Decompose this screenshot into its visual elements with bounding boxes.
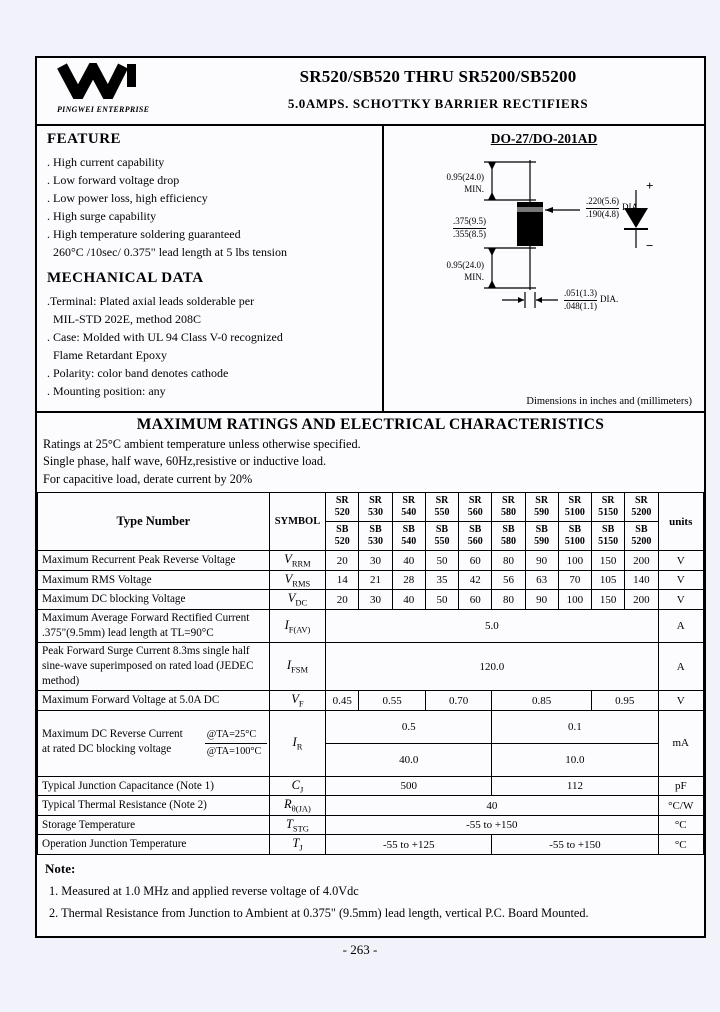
value-cell: 500 — [326, 776, 492, 796]
value-cell: -55 to +150 — [326, 815, 658, 835]
row-label: Maximum Recurrent Peak Reverse Voltage — [38, 551, 270, 571]
brand-name: PINGWEI ENTERPRISE — [57, 105, 150, 114]
condition-line: Single phase, half wave, 60Hz,resistive or inductive load. — [43, 454, 327, 469]
value-cell: 0.85 — [492, 691, 592, 711]
mechanical-heading: MECHANICAL DATA — [47, 270, 204, 286]
brand-logo — [37, 58, 227, 124]
symbol-cell: $R_{\theta(JA)}$ — [269, 796, 325, 816]
unit-cell: pF — [658, 776, 704, 796]
mechanical-item: .Terminal: Plated axial leads solderable per — [47, 294, 255, 308]
unit-cell: V — [658, 590, 704, 610]
value-cell: 0.45 — [326, 691, 359, 711]
title-block — [227, 58, 704, 124]
symbol-cell: $V_{DC}$ — [269, 590, 325, 610]
row-tj — [38, 835, 704, 855]
mechanical-item: . Mounting position: any — [47, 384, 166, 398]
value-cell: 140 — [625, 570, 658, 590]
value-cell: 40.0 — [326, 743, 492, 776]
col-header-part: SR 560 SB 560 — [459, 493, 492, 551]
value-cell: -55 to +125 — [326, 835, 492, 855]
value-cell: 0.5 — [326, 710, 492, 743]
symbol-cell: $I_R$ — [269, 710, 325, 776]
feature-list — [47, 153, 374, 261]
col-header-part: SR 590 SB 590 — [525, 493, 558, 551]
ratings-conditions — [37, 435, 704, 492]
value-cell: 50 — [425, 551, 458, 571]
mechanical-item: . Case: Molded with UL 94 Class V-0 recognized — [47, 330, 283, 344]
row-ir-25c — [38, 710, 704, 743]
value-cell: 200 — [625, 590, 658, 610]
symbol-cell: $V_{RRM}$ — [269, 551, 325, 571]
col-header-part: SR 540 SB 540 — [392, 493, 425, 551]
value-cell: 90 — [525, 590, 558, 610]
row-label: Typical Junction Capacitance (Note 1) — [38, 776, 270, 796]
value-cell: 100 — [558, 590, 591, 610]
unit-cell: °C/W — [658, 796, 704, 816]
row-vdc — [38, 590, 704, 610]
condition-25c: @TA=25°C — [206, 729, 257, 741]
row-vf — [38, 691, 704, 711]
symbol-cell: $T_J$ — [269, 835, 325, 855]
mechanical-item: Flame Retardant Epoxy — [47, 348, 167, 362]
value-cell: 0.95 — [592, 691, 658, 711]
row-label: Maximum Average Forward Rectified Current .375"(9.5mm) lead length at TL=90°C — [38, 609, 270, 642]
value-cell: 80 — [492, 551, 525, 571]
row-tstg — [38, 815, 704, 835]
row-label: Maximum DC Reverse Current at rated DC blocking voltage @TA=25°C @TA=100°C — [38, 710, 270, 776]
unit-cell: V — [658, 570, 704, 590]
col-header-type-number: Type Number — [38, 493, 270, 551]
col-header-part: SR 580 SB 580 — [492, 493, 525, 551]
value-cell: 5.0 — [326, 609, 658, 642]
value-cell: 20 — [326, 551, 359, 571]
value-cell: 150 — [592, 590, 625, 610]
condition-line: Ratings at 25°C ambient temperature unless otherwise specified. — [43, 437, 361, 451]
subtitle: 5.0AMPS. SCHOTTKY BARRIER RECTIFIERS — [287, 96, 589, 111]
row-ifav — [38, 609, 704, 642]
value-cell: 40 — [326, 796, 658, 816]
value-cell: 200 — [625, 551, 658, 571]
cathode-minus-mark: − — [646, 238, 654, 253]
value-cell: 105 — [592, 570, 625, 590]
unit-cell: V — [658, 551, 704, 571]
value-cell: 100 — [558, 551, 591, 571]
row-label: Maximum Forward Voltage at 5.0A DC — [38, 691, 270, 711]
symbol-cell: $V_{RMS}$ — [269, 570, 325, 590]
feature-item: 260°C /10sec/ 0.375" lead length at 5 lbs tension — [47, 245, 287, 259]
feature-item: . Low forward voltage drop — [47, 173, 180, 187]
value-cell: 35 — [425, 570, 458, 590]
footnotes — [37, 855, 704, 921]
symbol-cell: $T_{STG}$ — [269, 815, 325, 835]
value-cell: 40 — [392, 590, 425, 610]
row-vrrm — [38, 551, 704, 571]
ratings-table — [37, 492, 704, 855]
value-cell: 60 — [459, 590, 492, 610]
value-cell: 20 — [326, 590, 359, 610]
row-label: Maximum RMS Voltage — [38, 570, 270, 590]
value-cell: 0.55 — [359, 691, 425, 711]
col-header-part: SR 530 SB 530 — [359, 493, 392, 551]
value-cell: 40 — [392, 551, 425, 571]
row-label: Operation Junction Temperature — [38, 835, 270, 855]
col-header-part: SR 5200 SB 5200 — [625, 493, 658, 551]
footnotes-heading: Note: — [45, 860, 76, 876]
condition-line: For capacitive load, derate current by 20% — [43, 471, 253, 486]
value-cell: 0.1 — [492, 710, 658, 743]
row-label: Typical Thermal Resistance (Note 2) — [38, 796, 270, 816]
col-header-part: SR 550 SB 550 — [425, 493, 458, 551]
row-rth — [38, 796, 704, 816]
col-header-part: SR 5100 SB 5100 — [558, 493, 591, 551]
datasheet-page — [35, 56, 706, 938]
feature-item: . High current capability — [47, 155, 165, 169]
row-ifsm — [38, 643, 704, 691]
value-cell: 30 — [359, 590, 392, 610]
unit-cell: °C — [658, 815, 704, 835]
unit-cell: A — [658, 643, 704, 691]
value-cell: 150 — [592, 551, 625, 571]
part-number-title: SR520/SB520 THRU SR5200/SB5200 — [299, 67, 577, 86]
page-number: - 263 - — [342, 942, 378, 957]
col-header-part: SR 520 SB 520 — [326, 493, 359, 551]
value-cell: 112 — [492, 776, 658, 796]
footnote-1: 1. Measured at 1.0 MHz and applied reverse voltage of 4.0Vdc — [49, 883, 359, 898]
symbol-cell: $I_{F(AV)}$ — [269, 609, 325, 642]
col-header-part: SR 5150 SB 5150 — [592, 493, 625, 551]
value-cell: 10.0 — [492, 743, 658, 776]
unit-cell: °C — [658, 835, 704, 855]
feature-item: . High temperature soldering guaranteed — [47, 227, 241, 241]
ratings-section-heading: MAXIMUM RATINGS AND ELECTRICAL CHARACTERISTICS — [136, 416, 605, 433]
value-cell: 30 — [359, 551, 392, 571]
symbol-cell: $C_J$ — [269, 776, 325, 796]
value-cell: 70 — [558, 570, 591, 590]
unit-cell: V — [658, 691, 704, 711]
footnote-2: 2. Thermal Resistance from Junction to Ambient at 0.375" (9.5mm) lead length, vertical P.C. Board Mounted. — [49, 905, 589, 920]
row-vrms — [38, 570, 704, 590]
mechanical-item: . Polarity: color band denotes cathode — [47, 366, 229, 380]
value-cell: 56 — [492, 570, 525, 590]
mechanical-list — [47, 292, 374, 400]
body-diameter-dimension: .220(5.6) .190(4.8) DIA. — [586, 196, 641, 219]
value-cell: -55 to +150 — [492, 835, 658, 855]
value-cell: 80 — [492, 590, 525, 610]
value-cell: 28 — [392, 570, 425, 590]
symbol-cell: $I_{FSM}$ — [269, 643, 325, 691]
feature-package-section — [37, 126, 704, 413]
top-lead-dimension: 0.95(24.0) MIN. — [446, 172, 484, 194]
feature-heading: FEATURE — [47, 131, 122, 147]
row-cj — [38, 776, 704, 796]
feature-item: . High surge capability — [47, 209, 157, 223]
feature-column — [37, 126, 384, 411]
unit-cell: A — [658, 609, 704, 642]
value-cell: 90 — [525, 551, 558, 571]
value-cell: 14 — [326, 570, 359, 590]
symbol-cell: $V_F$ — [269, 691, 325, 711]
value-cell: 50 — [425, 590, 458, 610]
header — [37, 58, 704, 126]
bottom-lead-dimension: 0.95(24.0) MIN. — [446, 260, 484, 282]
row-label: Storage Temperature — [38, 815, 270, 835]
unit-cell: mA — [658, 710, 704, 776]
value-cell: 63 — [525, 570, 558, 590]
dimensions-caption: Dimensions in inches and (millimeters) — [526, 396, 692, 407]
lead-diameter-dimension: .051(1.3) .048(1.1) DIA. — [564, 288, 619, 311]
value-cell: 60 — [459, 551, 492, 571]
row-label: Peak Forward Surge Current 8.3ms single half sine-wave superimposed on rated load (JEDEC method) — [38, 643, 270, 691]
value-cell: 0.70 — [425, 691, 491, 711]
feature-item: . Low power loss, high efficiency — [47, 191, 208, 205]
pingwei-logo-icon — [57, 63, 145, 99]
table-header-row — [38, 493, 704, 551]
package-name: DO-27/DO-201AD — [490, 131, 598, 146]
mechanical-item: MIL-STD 202E, method 208C — [47, 312, 201, 326]
value-cell: 120.0 — [326, 643, 658, 691]
row-label: Maximum DC blocking Voltage — [38, 590, 270, 610]
condition-100c: @TA=100°C — [205, 743, 267, 760]
package-column — [384, 126, 704, 411]
value-cell: 21 — [359, 570, 392, 590]
col-header-units: units — [658, 493, 704, 551]
body-length-dimension: .375(9.5) .355(8.5) — [453, 216, 486, 239]
col-header-symbol: SYMBOL — [269, 493, 325, 551]
value-cell: 42 — [459, 570, 492, 590]
anode-plus-mark: + — [646, 178, 654, 193]
